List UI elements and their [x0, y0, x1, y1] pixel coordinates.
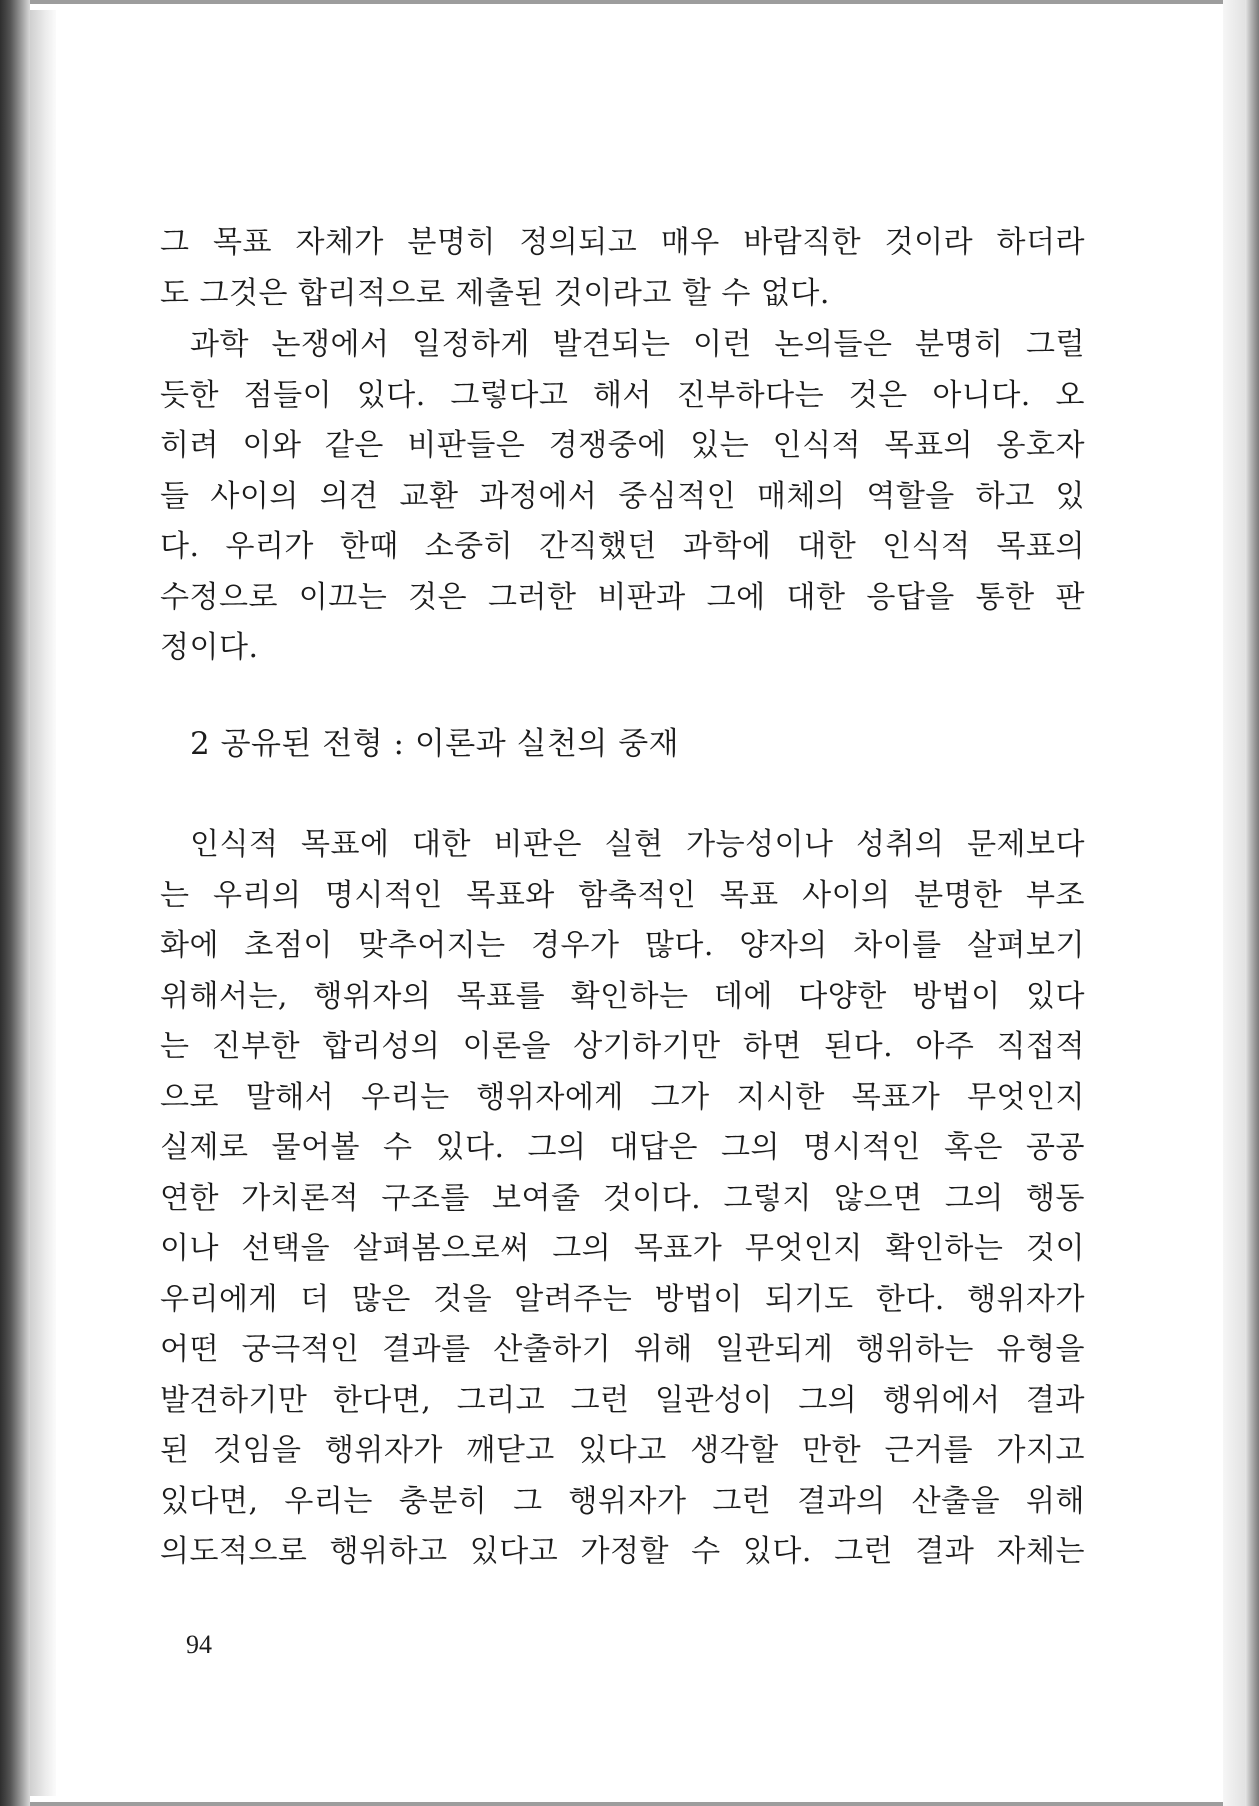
page-number: 94	[186, 1630, 212, 1659]
text-line: 위해서는, 행위자의 목표를 확인하는 데에 다양한 방법이 있다	[160, 978, 1085, 1014]
paragraph-continued	[160, 218, 1085, 319]
text-line: 정이다.	[160, 630, 259, 665]
text-line: 우리에게 더 많은 것을 알려주는 방법이 되기도 한다. 행위자가	[160, 1281, 1085, 1317]
book-spine-shadow	[0, 0, 30, 1806]
text-line: 화에 초점이 맞추어지는 경우가 많다. 양자의 차이를 살펴보기	[160, 928, 1085, 963]
text-line: 의도적으로 행위하고 있다고 가정할 수 있다. 그런 결과 자체는	[160, 1534, 1085, 1569]
text-line: 히려 이와 같은 비판들은 경쟁중에 있는 인식적 목표의 옹호자	[160, 428, 1085, 463]
page-bottom-edge	[30, 1802, 1245, 1806]
text-line: 실제로 물어볼 수 있다. 그의 대답은 그의 명시적인 혹은 공공	[160, 1130, 1085, 1165]
text-line: 연한 가치론적 구조를 보여줄 것이다. 그렇지 않으면 그의 행동	[160, 1180, 1085, 1216]
text-line: 도 그것은 합리적으로 제출된 것이라고 할 수 없다.	[160, 275, 830, 311]
text-line: 는 우리의 명시적인 목표와 함축적인 목표 사이의 분명한 부조	[160, 877, 1085, 913]
text-line: 수정으로 이끄는 것은 그러한 비판과 그에 대한 응답을 통한 판	[160, 579, 1085, 615]
text-line: 는 진부한 합리성의 이론을 상기하기만 하면 된다. 아주 직접적	[160, 1029, 1085, 1064]
page-gutter	[30, 10, 56, 1796]
text-line: 과학 논쟁에서 일정하게 발견되는 이런 논의들은 분명히 그럴	[190, 327, 1085, 362]
text-line: 어떤 궁극적인 결과를 산출하기 위해 일관되게 행위하는 유형을	[160, 1332, 1085, 1367]
text-line: 인식적 목표에 대한 비판은 실현 가능성이나 성취의 문제보다	[190, 827, 1085, 862]
paragraph	[160, 320, 1085, 674]
text-line: 된 것임을 행위자가 깨닫고 있다고 생각할 만한 근거를 가지고	[160, 1433, 1085, 1468]
text-line: 들 사이의 의견 교환 과정에서 중심적인 매체의 역할을 하고 있	[160, 478, 1085, 514]
text-line: 듯한 점들이 있다. 그렇다고 해서 진부하다는 것은 아니다. 오	[160, 377, 1085, 413]
book-right-edge	[1245, 0, 1259, 1806]
paragraph	[160, 820, 1085, 1578]
page-fore-edge	[1223, 0, 1245, 1806]
text-line: 다. 우리가 한때 소중히 간직했던 과학에 대한 인식적 목표의	[160, 529, 1085, 564]
text-line: 그 목표 자체가 분명히 정의되고 매우 바람직한 것이라 하더라	[160, 225, 1085, 260]
text-line: 으로 말해서 우리는 행위자에게 그가 지시한 목표가 무엇인지	[160, 1079, 1085, 1115]
text-line: 발견하기만 한다면, 그리고 그런 일관성이 그의 행위에서 결과	[160, 1382, 1085, 1418]
section-heading: 2 공유된 전형 : 이론과 실천의 중재	[190, 726, 680, 762]
text-line: 있다면, 우리는 충분히 그 행위자가 그런 결과의 산출을 위해	[160, 1483, 1085, 1519]
text-line: 이나 선택을 살펴봄으로써 그의 목표가 무엇인지 확인하는 것이	[160, 1231, 1085, 1266]
